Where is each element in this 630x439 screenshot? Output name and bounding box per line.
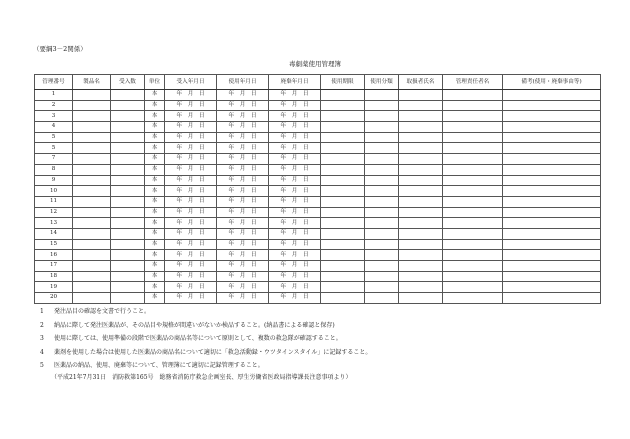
usage-category-cell[interactable]	[365, 282, 399, 293]
table-row	[35, 261, 601, 272]
product-name-cell[interactable]	[73, 239, 111, 250]
handler-name-cell[interactable]	[399, 164, 443, 175]
row-number-cell: 14	[35, 228, 73, 239]
note-item	[40, 319, 371, 333]
usage-category-cell[interactable]	[365, 100, 399, 111]
table-row	[35, 282, 601, 293]
expiry-cell[interactable]	[321, 100, 365, 111]
manager-name-cell[interactable]	[443, 293, 503, 304]
handler-name-cell[interactable]	[399, 100, 443, 111]
expiry-cell[interactable]	[321, 196, 365, 207]
row-number-cell: 1	[35, 90, 73, 101]
unit-cell: 本	[145, 218, 165, 229]
table-row	[35, 250, 601, 261]
usage-category-cell[interactable]	[365, 111, 399, 122]
table-row	[35, 164, 601, 175]
used-date-cell: 年 月 日	[217, 100, 269, 111]
table-row	[35, 175, 601, 186]
usage-category-cell[interactable]	[365, 164, 399, 175]
received-qty-cell[interactable]	[111, 218, 145, 229]
row-number-cell: 5	[35, 132, 73, 143]
unit-cell: 本	[145, 282, 165, 293]
product-name-cell[interactable]	[73, 250, 111, 261]
row-number-cell: 2	[35, 100, 73, 111]
disposed-date-cell: 年 月 日	[269, 293, 321, 304]
received-qty-cell[interactable]	[111, 90, 145, 101]
expiry-cell[interactable]	[321, 207, 365, 218]
remarks-cell[interactable]	[503, 261, 601, 272]
handler-name-cell[interactable]	[399, 261, 443, 272]
received-date-cell: 年 月 日	[165, 111, 217, 122]
table-row	[35, 239, 601, 250]
note-text: 発注品目の確認を文書で行うこと。	[54, 308, 151, 315]
remarks-cell[interactable]	[503, 154, 601, 165]
expiry-cell[interactable]	[321, 228, 365, 239]
remarks-cell[interactable]	[503, 90, 601, 101]
expiry-cell[interactable]	[321, 90, 365, 101]
table-row	[35, 271, 601, 282]
received-qty-cell[interactable]	[111, 196, 145, 207]
row-number-cell: 3	[35, 111, 73, 122]
received-qty-cell[interactable]	[111, 111, 145, 122]
handler-name-cell[interactable]	[399, 228, 443, 239]
col-header-used-date: 使用年月日	[217, 75, 269, 90]
col-header-management-no: 管理番号	[35, 75, 73, 90]
used-date-cell: 年 月 日	[217, 261, 269, 272]
manager-name-cell[interactable]	[443, 100, 503, 111]
table-row	[35, 154, 601, 165]
disposed-date-cell: 年 月 日	[269, 100, 321, 111]
usage-category-cell[interactable]	[365, 228, 399, 239]
received-date-cell: 年 月 日	[165, 154, 217, 165]
unit-cell: 本	[145, 122, 165, 133]
used-date-cell: 年 月 日	[217, 218, 269, 229]
row-number-cell: 9	[35, 175, 73, 186]
received-qty-cell[interactable]	[111, 239, 145, 250]
remarks-cell[interactable]	[503, 282, 601, 293]
product-name-cell[interactable]	[73, 207, 111, 218]
received-date-cell: 年 月 日	[165, 122, 217, 133]
handler-name-cell[interactable]	[399, 143, 443, 154]
used-date-cell: 年 月 日	[217, 282, 269, 293]
handler-name-cell[interactable]	[399, 186, 443, 197]
manager-name-cell[interactable]	[443, 143, 503, 154]
product-name-cell[interactable]	[73, 143, 111, 154]
manager-name-cell[interactable]	[443, 90, 503, 101]
disposed-date-cell: 年 月 日	[269, 122, 321, 133]
received-qty-cell[interactable]	[111, 175, 145, 186]
disposed-date-cell: 年 月 日	[269, 196, 321, 207]
used-date-cell: 年 月 日	[217, 271, 269, 282]
row-number-cell: 13	[35, 218, 73, 229]
unit-cell: 本	[145, 271, 165, 282]
handler-name-cell[interactable]	[399, 154, 443, 165]
received-qty-cell[interactable]	[111, 293, 145, 304]
product-name-cell[interactable]	[73, 196, 111, 207]
usage-category-cell[interactable]	[365, 196, 399, 207]
handler-name-cell[interactable]	[399, 218, 443, 229]
used-date-cell: 年 月 日	[217, 239, 269, 250]
usage-category-cell[interactable]	[365, 218, 399, 229]
received-date-cell: 年 月 日	[165, 228, 217, 239]
handler-name-cell[interactable]	[399, 111, 443, 122]
received-date-cell: 年 月 日	[165, 143, 217, 154]
manager-name-cell[interactable]	[443, 261, 503, 272]
received-date-cell: 年 月 日	[165, 175, 217, 186]
expiry-cell[interactable]	[321, 261, 365, 272]
col-header-expiry: 使用期限	[321, 75, 365, 90]
table-row	[35, 100, 601, 111]
unit-cell: 本	[145, 164, 165, 175]
document-title: 毒劇薬使用管理簿	[289, 60, 341, 68]
row-number-cell: 8	[35, 164, 73, 175]
used-date-cell: 年 月 日	[217, 175, 269, 186]
handler-name-cell[interactable]	[399, 90, 443, 101]
received-date-cell: 年 月 日	[165, 207, 217, 218]
received-qty-cell[interactable]	[111, 122, 145, 133]
received-qty-cell[interactable]	[111, 164, 145, 175]
remarks-cell[interactable]	[503, 175, 601, 186]
row-number-cell: 7	[35, 154, 73, 165]
received-qty-cell[interactable]	[111, 143, 145, 154]
remarks-cell[interactable]	[503, 164, 601, 175]
note-item	[40, 359, 371, 373]
used-date-cell: 年 月 日	[217, 143, 269, 154]
disposed-date-cell: 年 月 日	[269, 250, 321, 261]
row-number-cell: 16	[35, 250, 73, 261]
remarks-cell[interactable]	[503, 250, 601, 261]
table-row	[35, 293, 601, 304]
manager-name-cell[interactable]	[443, 175, 503, 186]
expiry-cell[interactable]	[321, 282, 365, 293]
remarks-cell[interactable]	[503, 196, 601, 207]
disposed-date-cell: 年 月 日	[269, 282, 321, 293]
received-qty-cell[interactable]	[111, 261, 145, 272]
product-name-cell[interactable]	[73, 164, 111, 175]
handler-name-cell[interactable]	[399, 175, 443, 186]
received-date-cell: 年 月 日	[165, 164, 217, 175]
table-row	[35, 196, 601, 207]
used-date-cell: 年 月 日	[217, 293, 269, 304]
col-header-manager-name: 管理責任者名	[443, 75, 503, 90]
used-date-cell: 年 月 日	[217, 196, 269, 207]
row-number-cell: 5	[35, 143, 73, 154]
row-number-cell: 11	[35, 196, 73, 207]
received-qty-cell[interactable]	[111, 271, 145, 282]
received-qty-cell[interactable]	[111, 132, 145, 143]
col-header-unit: 単位	[145, 75, 165, 90]
note-number: 2	[40, 321, 44, 329]
manager-name-cell[interactable]	[443, 218, 503, 229]
used-date-cell: 年 月 日	[217, 207, 269, 218]
expiry-cell[interactable]	[321, 250, 365, 261]
col-header-product-name: 製品名	[73, 75, 111, 90]
handler-name-cell[interactable]	[399, 122, 443, 133]
disposed-date-cell: 年 月 日	[269, 261, 321, 272]
table-row	[35, 122, 601, 133]
disposed-date-cell: 年 月 日	[269, 239, 321, 250]
remarks-cell[interactable]	[503, 111, 601, 122]
received-qty-cell[interactable]	[111, 250, 145, 261]
used-date-cell: 年 月 日	[217, 228, 269, 239]
product-name-cell[interactable]	[73, 111, 111, 122]
received-date-cell: 年 月 日	[165, 261, 217, 272]
col-header-disposed-date: 廃棄年月日	[269, 75, 321, 90]
unit-cell: 本	[145, 261, 165, 272]
col-header-usage-category: 使用分類	[365, 75, 399, 90]
received-date-cell: 年 月 日	[165, 132, 217, 143]
product-name-cell[interactable]	[73, 218, 111, 229]
row-number-cell: 20	[35, 293, 73, 304]
usage-category-cell[interactable]	[365, 175, 399, 186]
used-date-cell: 年 月 日	[217, 90, 269, 101]
usage-category-cell[interactable]	[365, 186, 399, 197]
unit-cell: 本	[145, 90, 165, 101]
row-number-cell: 19	[35, 282, 73, 293]
received-qty-cell[interactable]	[111, 100, 145, 111]
unit-cell: 本	[145, 207, 165, 218]
remarks-cell[interactable]	[503, 218, 601, 229]
manager-name-cell[interactable]	[443, 154, 503, 165]
received-date-cell: 年 月 日	[165, 293, 217, 304]
remarks-cell[interactable]	[503, 228, 601, 239]
row-number-cell: 18	[35, 271, 73, 282]
remarks-cell[interactable]	[503, 207, 601, 218]
table-row	[35, 90, 601, 101]
unit-cell: 本	[145, 293, 165, 304]
note-number: 4	[40, 348, 44, 356]
product-name-cell[interactable]	[73, 261, 111, 272]
table-row	[35, 186, 601, 197]
received-qty-cell[interactable]	[111, 154, 145, 165]
disposed-date-cell: 年 月 日	[269, 271, 321, 282]
manager-name-cell[interactable]	[443, 164, 503, 175]
manager-name-cell[interactable]	[443, 250, 503, 261]
product-name-cell[interactable]	[73, 293, 111, 304]
table-header-row	[35, 75, 601, 90]
unit-cell: 本	[145, 186, 165, 197]
handler-name-cell[interactable]	[399, 282, 443, 293]
usage-category-cell[interactable]	[365, 154, 399, 165]
received-qty-cell[interactable]	[111, 228, 145, 239]
note-number: 1	[40, 308, 44, 315]
disposed-date-cell: 年 月 日	[269, 90, 321, 101]
note-number: 5	[40, 362, 44, 370]
handler-name-cell[interactable]	[399, 207, 443, 218]
disposed-date-cell: 年 月 日	[269, 154, 321, 165]
used-date-cell: 年 月 日	[217, 164, 269, 175]
usage-category-cell[interactable]	[365, 239, 399, 250]
remarks-cell[interactable]	[503, 122, 601, 133]
received-date-cell: 年 月 日	[165, 239, 217, 250]
row-number-cell: 15	[35, 239, 73, 250]
received-date-cell: 年 月 日	[165, 250, 217, 261]
usage-register-table	[34, 74, 601, 304]
usage-category-cell[interactable]	[365, 250, 399, 261]
received-date-cell: 年 月 日	[165, 282, 217, 293]
table-row	[35, 228, 601, 239]
note-text: 医薬品の納品、使用、廃棄等について、管理簿にて適切に記録管理すること。	[54, 362, 264, 370]
expiry-cell[interactable]	[321, 239, 365, 250]
remarks-cell[interactable]	[503, 132, 601, 143]
handler-name-cell[interactable]	[399, 196, 443, 207]
table-row	[35, 111, 601, 122]
expiry-cell[interactable]	[321, 154, 365, 165]
disposed-date-cell: 年 月 日	[269, 143, 321, 154]
form-reference-label: （要綱3－2関係）	[33, 45, 87, 53]
product-name-cell[interactable]	[73, 228, 111, 239]
used-date-cell: 年 月 日	[217, 154, 269, 165]
usage-category-cell[interactable]	[365, 132, 399, 143]
note-item	[40, 332, 371, 346]
table-row	[35, 143, 601, 154]
notes-list	[40, 305, 371, 373]
expiry-cell[interactable]	[321, 186, 365, 197]
received-date-cell: 年 月 日	[165, 271, 217, 282]
note-text: 薬剤を使用した場合は使用した医薬品の商品名について適切に「救急活動録・ウツタインスタイル」に記録すること。	[54, 348, 372, 356]
unit-cell: 本	[145, 154, 165, 165]
disposed-date-cell: 年 月 日	[269, 207, 321, 218]
handler-name-cell[interactable]	[399, 271, 443, 282]
product-name-cell[interactable]	[73, 132, 111, 143]
note-number: 3	[40, 335, 44, 343]
manager-name-cell[interactable]	[443, 239, 503, 250]
note-item	[40, 346, 371, 360]
manager-name-cell[interactable]	[443, 186, 503, 197]
received-date-cell: 年 月 日	[165, 218, 217, 229]
product-name-cell[interactable]	[73, 122, 111, 133]
expiry-cell[interactable]	[321, 122, 365, 133]
manager-name-cell[interactable]	[443, 122, 503, 133]
usage-category-cell[interactable]	[365, 261, 399, 272]
expiry-cell[interactable]	[321, 218, 365, 229]
col-header-handler-name: 取扱者氏名	[399, 75, 443, 90]
received-qty-cell[interactable]	[111, 186, 145, 197]
table-row	[35, 207, 601, 218]
note-item	[40, 305, 371, 319]
row-number-cell: 12	[35, 207, 73, 218]
received-qty-cell[interactable]	[111, 282, 145, 293]
manager-name-cell[interactable]	[443, 132, 503, 143]
row-number-cell: 17	[35, 261, 73, 272]
col-header-remarks: 備考(使用・廃棄事由等)	[503, 75, 601, 90]
unit-cell: 本	[145, 175, 165, 186]
expiry-cell[interactable]	[321, 293, 365, 304]
disposed-date-cell: 年 月 日	[269, 111, 321, 122]
received-date-cell: 年 月 日	[165, 100, 217, 111]
row-number-cell: 10	[35, 186, 73, 197]
remarks-cell[interactable]	[503, 293, 601, 304]
disposed-date-cell: 年 月 日	[269, 132, 321, 143]
product-name-cell[interactable]	[73, 154, 111, 165]
used-date-cell: 年 月 日	[217, 132, 269, 143]
handler-name-cell[interactable]	[399, 239, 443, 250]
source-citation: （平成21年7月31日 消防救第165号 総務省消防庁救急企画室長、厚生労働省医政局指導課長注意事項より）	[51, 374, 352, 381]
note-text: 使用に際しては、使用準備の段階で医薬品の商品名等について原則として、複数の救急隊が確認すること。	[54, 335, 342, 343]
manager-name-cell[interactable]	[443, 228, 503, 239]
handler-name-cell[interactable]	[399, 293, 443, 304]
unit-cell: 本	[145, 196, 165, 207]
received-qty-cell[interactable]	[111, 207, 145, 218]
product-name-cell[interactable]	[73, 186, 111, 197]
product-name-cell[interactable]	[73, 282, 111, 293]
received-date-cell: 年 月 日	[165, 90, 217, 101]
manager-name-cell[interactable]	[443, 207, 503, 218]
remarks-cell[interactable]	[503, 100, 601, 111]
manager-name-cell[interactable]	[443, 282, 503, 293]
used-date-cell: 年 月 日	[217, 111, 269, 122]
product-name-cell[interactable]	[73, 175, 111, 186]
used-date-cell: 年 月 日	[217, 122, 269, 133]
usage-category-cell[interactable]	[365, 207, 399, 218]
table-row	[35, 132, 601, 143]
col-header-received-qty: 受入数	[111, 75, 145, 90]
disposed-date-cell: 年 月 日	[269, 218, 321, 229]
used-date-cell: 年 月 日	[217, 250, 269, 261]
disposed-date-cell: 年 月 日	[269, 186, 321, 197]
usage-category-cell[interactable]	[365, 143, 399, 154]
received-date-cell: 年 月 日	[165, 186, 217, 197]
usage-category-cell[interactable]	[365, 90, 399, 101]
expiry-cell[interactable]	[321, 164, 365, 175]
product-name-cell[interactable]	[73, 271, 111, 282]
unit-cell: 本	[145, 228, 165, 239]
manager-name-cell[interactable]	[443, 196, 503, 207]
usage-category-cell[interactable]	[365, 122, 399, 133]
unit-cell: 本	[145, 250, 165, 261]
remarks-cell[interactable]	[503, 143, 601, 154]
expiry-cell[interactable]	[321, 143, 365, 154]
remarks-cell[interactable]	[503, 271, 601, 282]
used-date-cell: 年 月 日	[217, 186, 269, 197]
row-number-cell: 4	[35, 122, 73, 133]
expiry-cell[interactable]	[321, 271, 365, 282]
note-text: 納品に際して発注医薬品が、その品目や規格が間違いがないか検品すること。(納品書による確認と保存)	[54, 321, 335, 329]
product-name-cell[interactable]	[73, 90, 111, 101]
disposed-date-cell: 年 月 日	[269, 175, 321, 186]
table-row	[35, 218, 601, 229]
usage-category-cell[interactable]	[365, 293, 399, 304]
unit-cell: 本	[145, 239, 165, 250]
handler-name-cell[interactable]	[399, 132, 443, 143]
disposed-date-cell: 年 月 日	[269, 164, 321, 175]
remarks-cell[interactable]	[503, 239, 601, 250]
unit-cell: 本	[145, 132, 165, 143]
expiry-cell[interactable]	[321, 132, 365, 143]
handler-name-cell[interactable]	[399, 250, 443, 261]
expiry-cell[interactable]	[321, 175, 365, 186]
product-name-cell[interactable]	[73, 100, 111, 111]
remarks-cell[interactable]	[503, 186, 601, 197]
usage-category-cell[interactable]	[365, 271, 399, 282]
manager-name-cell[interactable]	[443, 271, 503, 282]
unit-cell: 本	[145, 111, 165, 122]
unit-cell: 本	[145, 100, 165, 111]
unit-cell: 本	[145, 143, 165, 154]
manager-name-cell[interactable]	[443, 111, 503, 122]
disposed-date-cell: 年 月 日	[269, 228, 321, 239]
col-header-received-date: 受入年月日	[165, 75, 217, 90]
received-date-cell: 年 月 日	[165, 196, 217, 207]
expiry-cell[interactable]	[321, 111, 365, 122]
